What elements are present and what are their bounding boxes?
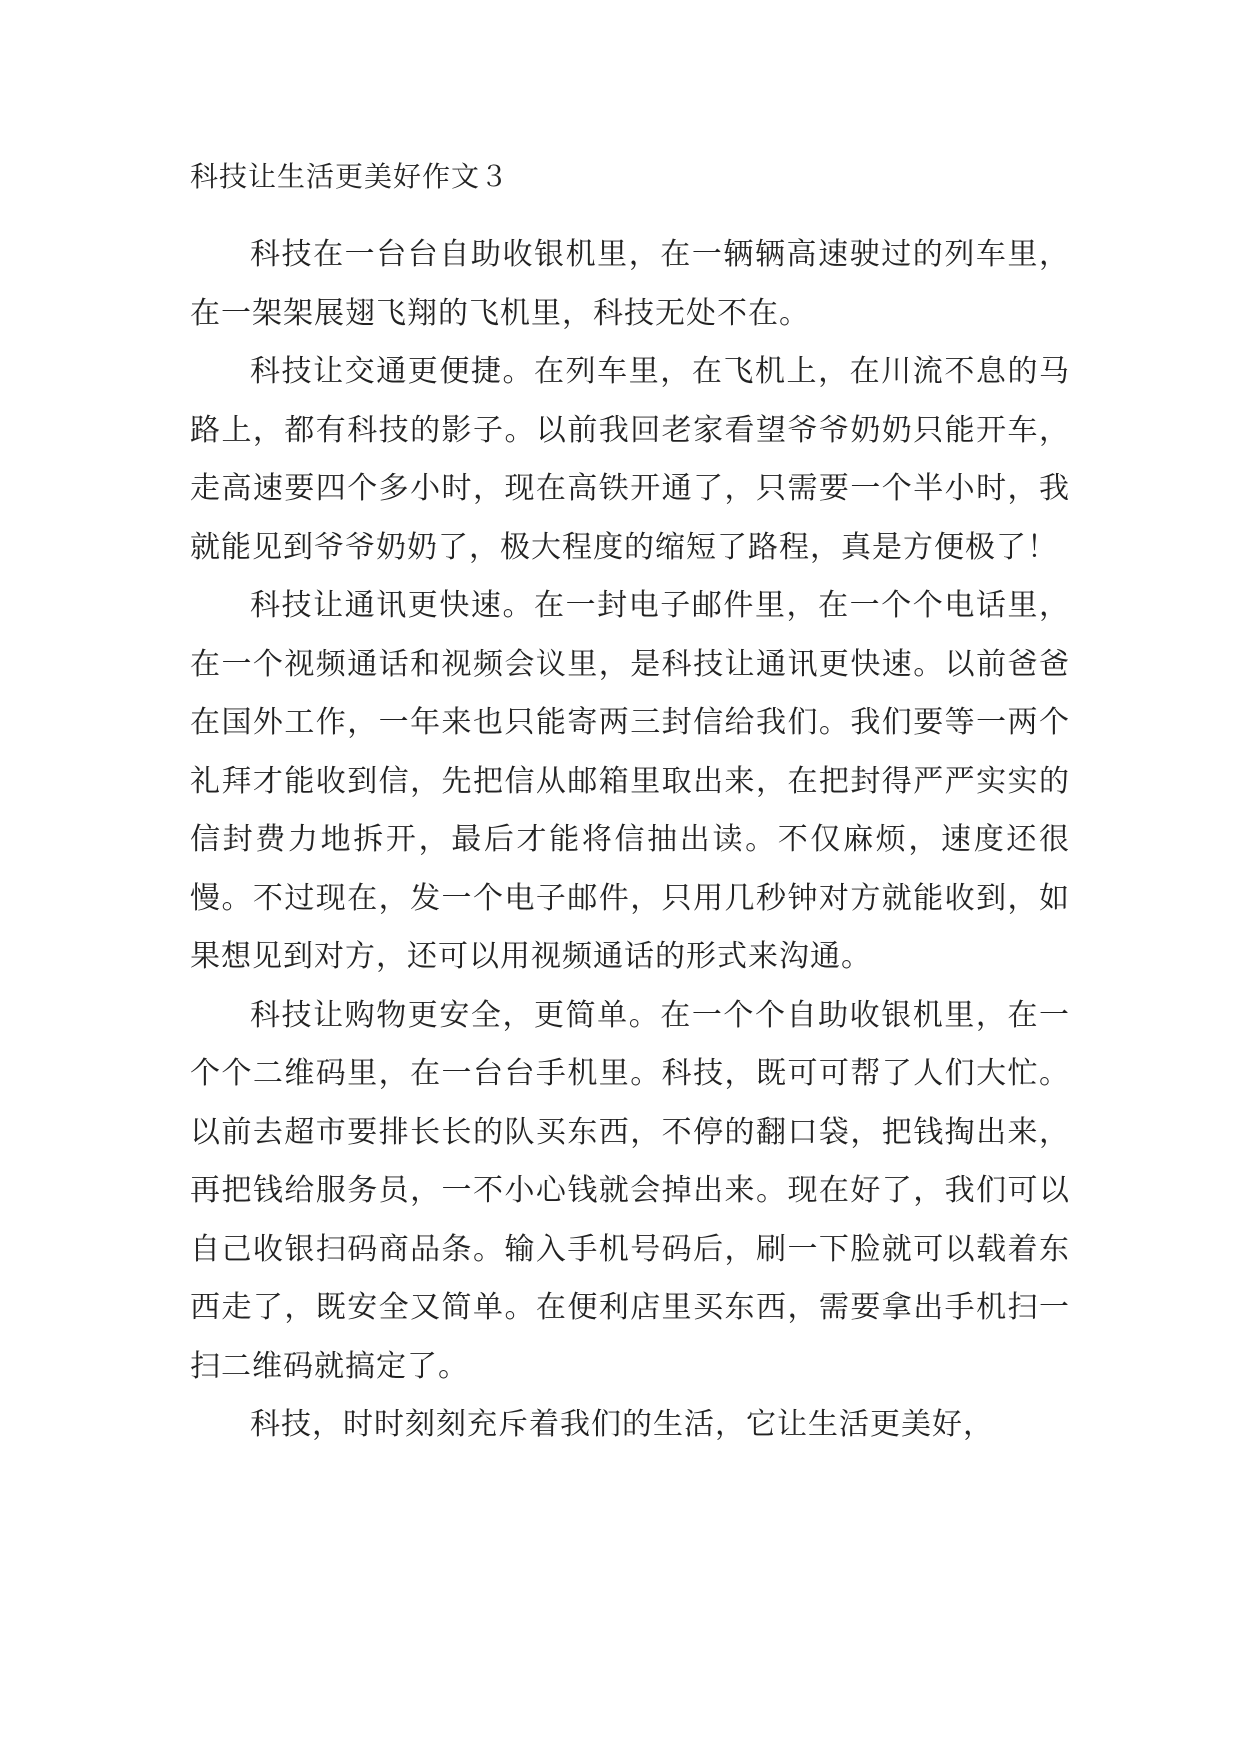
paragraph-communication: 科技让通讯更快速。在一封电子邮件里，在一个个电话里，在一个视频通话和视频会议里，是科技让通讯更快速。以前爸爸在国外工作，一年来也只能寄两三封信给我们。我们要等一两个礼拜才能收到信，先把信从邮箱里取出来，在把封得严严实实的信封费力地拆开，最后才能将信抽出读。不仅麻烦，速度还很慢。不过现在，发一个电子邮件，只用几秒钟对方就能收到，如果想见到对方，还可以用视频通话的形式来沟通。 bbox=[190, 588, 1070, 974]
paragraph-transport: 科技让交通更便捷。在列车里，在飞机上，在川流不息的马路上，都有科技的影子。以前我回老家看望爷爷奶奶只能开车，走高速要四个多小时，现在高铁开通了，只需要一个半小时，我就能见到爷爷奶奶了，极大程度的缩短了路程，真是方便极了！ bbox=[190, 354, 1070, 565]
paragraph-shopping: 科技让购物更安全，更简单。在一个个自助收银机里，在一个个二维码里，在一台台手机里。科技，既可可帮了人们大忙。以前去超市要排长长的队买东西，不停的翻口袋，把钱掏出来，再把钱给服务员，一不小心钱就会掉出来。现在好了，我们可以自己收银扫码商品条。输入手机号码后，刷一下脸就可以载着东西走了，既安全又简单。在便利店里买东西，需要拿出手机扫一扫二维码就搞定了。 bbox=[190, 997, 1070, 1384]
document-body bbox=[190, 162, 1070, 1455]
paragraph-conclusion: 科技，时时刻刻充斥着我们的生活，它让生活更美好， bbox=[250, 1407, 994, 1442]
document-title: 科技让生活更美好作文３ bbox=[190, 160, 510, 193]
paragraph-intro: 科技在一台台自助收银机里，在一辆辆高速驶过的列车里，在一架架展翅飞翔的飞机里，科技无处不在。 bbox=[190, 237, 1070, 331]
